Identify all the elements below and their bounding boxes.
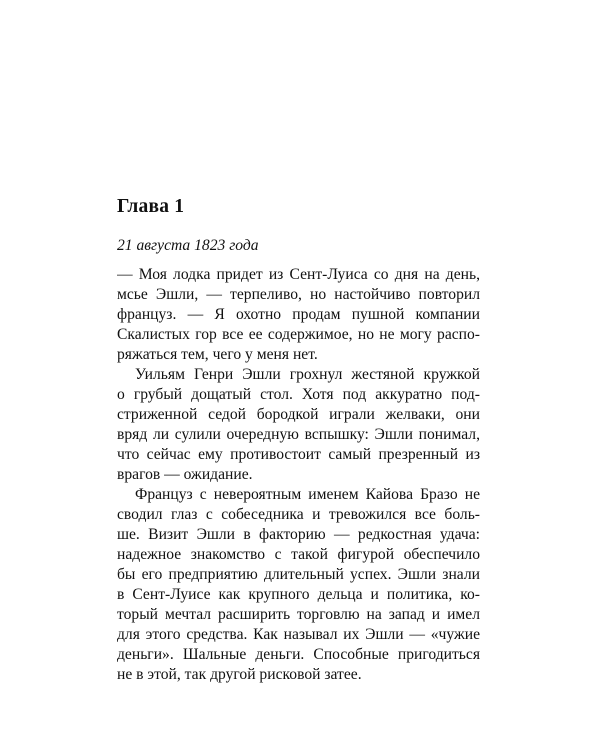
text-line: торый мечтал расширить торговлю на запад и имел <box>117 606 480 623</box>
text-line: француз. — Я охотно продам пушной компании <box>117 306 480 323</box>
text-line: — Моя лодка придет из Сент-Луиса со дня на день, <box>117 266 480 283</box>
text-line: ряжаться тем, чего у меня нет. <box>117 346 318 363</box>
text-line: Скалистых гор все ее содержимое, но не могу распо- <box>117 326 480 343</box>
paragraph <box>117 365 480 485</box>
text-line: в Сент-Луисе как крупного дельца и политика, ко- <box>117 586 480 603</box>
text-line: для этого средства. Как называл их Эшли — «чужие <box>117 626 480 643</box>
text-line: мсье Эшли, — терпеливо, но настойчиво повторил <box>117 286 480 303</box>
paragraph <box>117 265 480 365</box>
text-line: врагов — ожидание. <box>117 466 253 483</box>
text-line: вряд ли сулили очередную вспышку: Эшли понимал, <box>117 426 480 443</box>
paragraph <box>117 485 480 685</box>
text-line: деньги». Шальные деньги. Способные пригодиться <box>117 646 480 663</box>
text-line: что сейчас ему противостоит самый презренный из <box>117 446 480 463</box>
chapter-title: Глава 1 <box>117 196 185 217</box>
text-line: надежное знакомство с такой фигурой обеспечило <box>117 546 480 563</box>
text-line: ше. Визит Эшли в факторию — редкостная удача: <box>117 526 480 543</box>
text-line: бы его предприятию длительный успех. Эшли знали <box>117 566 480 583</box>
text-line: не в этой, так другой рисковой затее. <box>117 666 362 683</box>
text-line: Уильям Генри Эшли грохнул жестяной кружкой <box>135 366 480 383</box>
text-line: сводил глаз с собеседника и тревожился все боль- <box>117 506 480 523</box>
text-line: Француз с невероятным именем Кайова Бразо не <box>135 486 480 503</box>
text-line: о грубый дощатый стол. Хотя под аккуратно под- <box>117 386 480 403</box>
body-text <box>117 265 480 685</box>
text-line: стриженной седой бородкой играли желваки, они <box>117 406 480 423</box>
chapter-date: 21 августа 1823 года <box>117 237 259 254</box>
